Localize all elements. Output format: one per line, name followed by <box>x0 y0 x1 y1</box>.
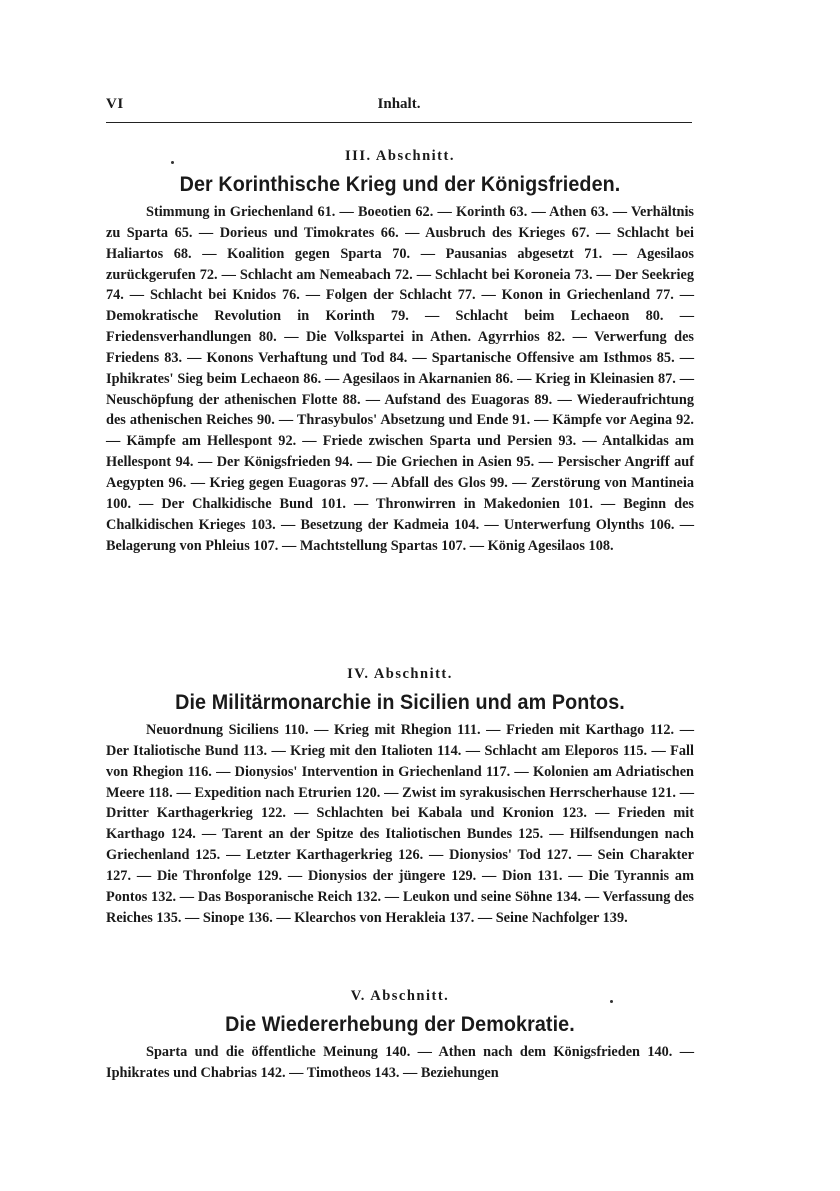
section-label: III. Abschnitt. <box>345 148 455 164</box>
print-speck <box>171 161 174 164</box>
section-title: Der Korinthische Krieg und der Königsfrieden. <box>179 173 621 196</box>
section-v <box>106 986 694 1084</box>
section-iv <box>106 664 694 928</box>
section-contents: Neuordnung Siciliens 110. — Krieg mit Rhegion 111. — Frieden mit Karthago 112. — Der Italiotische Bund 113. — Krieg mit den Italioten 114. — Schlacht am Eleporos 115. — Fall von Rhegion 116. — Dionysios' Intervention in Griechenland 117. — Kolonien am Adriatischen Meere 118. — Expedition nach Etrurien 120. — Zwist im syrakusischen Herrscherhause 121. — Dritter Karthagerkrieg 122. — Schlachten bei Kabala und Kronion 123. — Frieden mit Karthago 124. — Tarent an der Spitze des Italiotischen Bundes 125. — Hilfsendungen nach Griechenland 125. — Letzter Karthagerkrieg 126. — Dionysios' Tod 127. — Sein Charakter 127. — Die Thronfolge 129. — Dionysios der jüngere 129. — Dion 131. — Die Tyrannis am Pontos 132. — Das Bosporanische Reich 132. — Leukon und seine Söhne 134. — Verfassung des Reiches 135. — Sinope 136. — Klearchos von Herakleia 137. — Seine Nachfolger 139. <box>106 722 694 926</box>
print-speck <box>610 1000 613 1003</box>
running-title: Inhalt. <box>377 96 421 112</box>
page-number: VI <box>106 96 124 112</box>
section-label: IV. Abschnitt. <box>347 666 453 682</box>
section-contents: Stimmung in Griechenland 61. — Boeotien 62. — Korinth 63. — Athen 63. — Verhältnis zu Sparta 65. — Dorieus und Timokrates 66. — Ausbruch des Krieges 67. — Schlacht bei Haliartos 68. — Koalition gegen Sparta 70. — Pausanias abgesetzt 71. — Agesilaos zurückgerufen 72. — Schlacht am Nemeabach 72. — Schlacht bei Koroneia 73. — Der Seekrieg 74. — Schlacht bei Knidos 76. — Folgen der Schlacht 77. — Konon in Griechenland 77. — Demokratische Revolution in Korinth 79. — Schlacht beim Lechaeon 80. — Friedensverhandlungen 80. — Die Volkspartei in Athen. Agyrrhios 82. — Verwerfung des Friedens 83. — Konons Verhaftung und Tod 84. — Spartanische Offensive am Isthmos 85. — Iphikrates' Sieg beim Lechaeon 86. — Agesilaos in Akarnanien 86. — Krieg in Kleinasien 87. — Neuschöpfung der athenischen Flotte 88. — Aufstand des Euagoras 89. — Wiederaufrichtung des athenischen Reiches 90. — Thrasybulos' Absetzung und Ende 91. — Kämpfe vor Aegina 92. — Kämpfe am Hellespont 92. — Friede zwischen Sparta und Persien 93. — Antalkidas am Hellespont 94. — Der Königsfrieden 94. — Die Griechen in Asien 95. — Persischer Angriff auf Aegypten 96. — Krieg gegen Euagoras 97. — Abfall des Glos 99. — Zerstörung von Mantineia 100. — Der Chalkidische Bund 101. — Thronwirren in Makedonien 101. — Beginn des Chalkidischen Krieges 103. — Besetzung der Kadmeia 104. — Unterwerfung Olynths 106. — Belagerung von Phleius 107. — Machtstellung Spartas 107. — König Agesilaos 108. <box>106 204 694 554</box>
section-title: Die Militärmonarchie in Sicilien und am Pontos. <box>175 691 625 714</box>
section-label: V. Abschnitt. <box>350 988 450 1004</box>
section-title: Die Wiedererhebung der Demokratie. <box>225 1013 575 1036</box>
section-contents: Sparta und die öffentliche Meinung 140. — Athen nach dem Königsfrieden 140. — Iphikrates und Chabrias 142. — Timotheos 143. — Beziehungen <box>106 1044 694 1081</box>
running-head <box>106 96 692 123</box>
section-iii <box>106 146 694 556</box>
